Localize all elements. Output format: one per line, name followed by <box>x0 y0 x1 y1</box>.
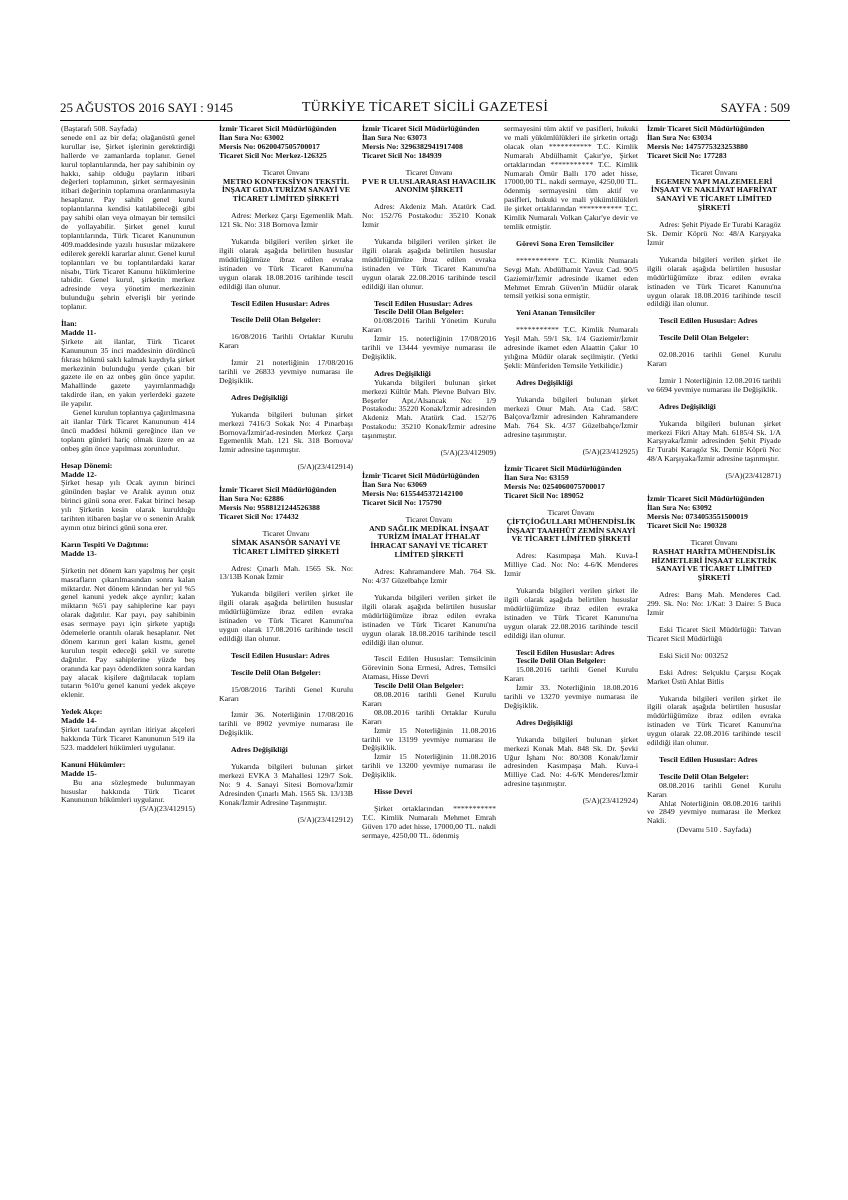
company-name: SİMAK ASANSÖR SANAYİ VE TİCARET LİMİTED ŞİRKETİ <box>231 537 341 556</box>
previous-registry-number: Eski Sicil No: 003252 <box>659 650 729 660</box>
article-heading: Madde 11- <box>61 327 97 337</box>
address-change: Yukarıda bilgileri bulunan şirket merkezi 7416/3 Sokak No: 4 Pınarbaşı Bornova/İzmir'ad-resinden Merkez Çarşı Egemenlik Mah. 121 Sk. 318 Bornova/İzmir adresine taşınmıştır. <box>219 409 353 455</box>
paragraph: Şirket hesap yılı Ocak ayının birinci gününden başlar ve Aralık ayının otuz birinci günü sona erer. Fakat birinci hesap yılı Şirketin kesin olarak kurulduğu tarihten itibaren başlar ve o senenin Aralık ayının otuz birinci günü sona erer. <box>61 478 195 532</box>
company-address: Adres: Şehit Piyade Er Turabi Karagöz Sk. Demir Köprü No: 48/A Karşıyaka İzmir <box>647 220 781 247</box>
evidence-heading: Tescile Delil Olan Belgeler: <box>231 667 322 677</box>
paragraph: Yukarıda bilgileri verilen şirket ile ilgili olarak aşağıda belirtilen hususlar müdürlüğümüze ibraz edilen evraka istinaden ve Türk Ticaret Kanunu'na uygun olarak 18.08.2016 tarihinde tescil edildiği ilan olunur. <box>647 254 781 309</box>
registry-office: İzmir Ticaret Sicil Müdürlüğünden <box>362 124 480 133</box>
reference-number: (5/A)(23/412909) <box>440 448 496 458</box>
company-name: EGEMEN YAPI MALZEMELERİ İNŞAAT VE NAKLİYAT HAFRİYAT SANAYİ VE TİCARET LİMİTED ŞİRKETİ <box>650 176 778 213</box>
registry-office: İzmir Ticaret Sicil Müdürlüğünden <box>504 464 622 474</box>
reference-number: (5/A)(23/412915) <box>139 804 195 814</box>
ended-representatives-heading: Görevi Sona Eren Temsilciler <box>516 238 614 248</box>
new-representatives: *********** T.C. Kimlik Numaralı Yeşil Mah. 59/1 Sk. 1/4 Gaziemir/İzmir adresinde ikamet eden Alaattin Çakır 10 yılığına Müdür olarak seçilmiştir. (Yetki Şekli: Münferiden Temsile Yetkilidir.) <box>504 325 638 370</box>
evidence-document: 15/08/2016 Tarihli Genel Kurulu Kararı <box>219 684 353 703</box>
trade-name-label: Ticaret Ünvanı <box>690 167 738 177</box>
company-address: Adres: Barış Mah. Menderes Cad. 299. Sk. No: No: 1/Kat: 3 Daire: 5 Buca İzmir <box>647 590 781 618</box>
notary-record: İzmir 15 Noterliğinin 11.08.2016 tarihli ve 13199 yevmiye numarası ile Değişiklik. <box>362 725 496 753</box>
ilan-number: İlan Sıra No: 63073 <box>362 132 427 142</box>
column-5 <box>647 125 781 835</box>
evidence-document: 02.08.2016 tarihli Genel Kurulu Kararı <box>647 350 781 369</box>
registry-number: Ticaret Sicil No: Merkez-126325 <box>219 150 327 160</box>
trade-name-label: Ticaret Ünvanı <box>547 507 595 517</box>
header-rule <box>60 120 790 121</box>
article-heading: Madde 13- <box>61 548 97 558</box>
address-change-heading: Adres Değişikliği <box>659 401 716 411</box>
paragraph: Genel kurulun toplantıya çağırılmasına ait ilanlar Türk Ticaret Kanununun 414 üncü maddesi hükmü gereğince ilan ve toplantı günleri hariç olmak üzere en az onbeş gün önce yapılması zorunludur. <box>61 408 195 453</box>
ilan-number: İlan Sıra No: 63034 <box>647 132 712 142</box>
paragraph: Yukarıda bilgileri verilen şirket ile ilgili olarak aşağıda belirtilen hususlar müdürlüğümüze ibraz edilen evraka istinaden ve Türk Ticaret Kanunu'na uygun olarak 17.08.2016 tarihinde tescil edildiği ilan olunur. <box>219 589 353 643</box>
notary-record: İzmir 15. noterliğinin 17/08/2016 tarihli ve 13444 yevmiye numarası ile Değişiklik. <box>362 334 496 361</box>
evidence-document: 01/08/2016 Tarihli Yönetim Kurulu Kararı <box>362 316 496 335</box>
mersis-number: Mersis No: 6155445372142100 <box>362 488 463 498</box>
evidence-document: 16/08/2016 Tarihli Ortaklar Kurulu Kararı <box>219 332 353 351</box>
address-change-heading: Adres Değişikliği <box>516 377 573 387</box>
address-change-heading: Adres Değişikliği <box>231 745 288 755</box>
company-address: Adres: Merkez Çarşı Egemenlik Mah. 121 Sk. No: 318 Bornova İzmir <box>219 211 353 230</box>
registry-number: Ticaret Sicil No: 190328 <box>647 520 727 530</box>
article-heading: Madde 12- <box>61 469 97 479</box>
paragraph: senede en1 az bir defa; olağanüstü genel kurullar ise, Şirket işlerinin gerektirdiği hallerde ve zamanlarda toplanır. Genel kurul toplantılarında, her pay sahibinin oy hakkı, sahip olduğu payların itibari değerleri toplamının, şirket sermayesinin itibari değerinin toplamına oranlanmasıyla hesaplanır. Pay sahibi genel kurul toplantılarına kendisi katılabileceği gibi pay sahibi olan veya olmayan bir temsilci de yollayabilir. Şirket genel kurul toplantılarında, Türk Ticaret Kanununun 409.maddesinde yazılı hususlar müzakere edilerek gerekli kararlar alınır. Genel kurul toplantıları ve bu toplantılardaki karar nisabı, Türk Ticaret Kanunu hükümlerine tabidir. Genel kurul, şirketin merkez adresinde veya yönetim merkezinin bulunduğu şehrin elverişli bir yerinde toplanır. <box>61 132 195 312</box>
article-heading: Madde 15- <box>61 768 97 778</box>
evidence-heading: Tescile Delil Olan Belgeler: <box>659 333 750 343</box>
ilan-number: İlan Sıra No: 63069 <box>362 479 427 489</box>
registered-matters: Tescil Edilen Hususlar: Adres <box>659 754 758 764</box>
share-transfer: Şirket ortaklarından *********** T.C. Kimlik Numaralı Mehmet Emrah Güven 170 adet hisse, 17000,00 TL. nakdi sermaye, 4250,00 TL. ödenmiş <box>362 804 496 840</box>
company-name: P VE R ULUSLARARASI HAVACILIK ANONİM ŞİRKETİ <box>362 176 496 195</box>
registered-matters: Tescil Edilen Hususlar: Adres <box>516 647 615 657</box>
paragraph: Şirketin net dönem karı yapılmış her çeşit masrafların çıkarılmasından sonra kalan miktardır. Net dönem kârından her yıl %5 genel kanuni yedek akçe ayrılır; kalan miktarın %5'i pay sahiplerine kar payı olarak dağıtılır. Kar payı, pay sahibinin esas sermaye payı için şirkete yaptığı ödemelerle orantılı olarak hesaplanır. Net dönem karının geri kalan kısmı, genel kurulun tespit edeceği şekil ve surette dağıtılır. Pay sahiplerine yüzde beş oranında kar payı ödendikten sonra kardan pay alacak kişilere dağıtılacak toplam tutarın %10'u genel kanuni yedek akçeye eklenir. <box>61 565 195 700</box>
section-heading: Kanuni Hükümler: <box>61 759 126 769</box>
registry-office: İzmir Ticaret Sicil Müdürlüğünden <box>362 471 480 480</box>
registry-number: Ticaret Sicil No: 177283 <box>647 150 727 160</box>
company-name: RASHAT HARİTA MÜHENDİSLİK HİZMETLERİ İNŞAAT ELEKTRİK SANAYİ VE TİCARET LİMİTED ŞİRKETİ <box>651 546 777 583</box>
ilan-number: İlan Sıra No: 63092 <box>647 503 712 512</box>
paragraph: Şirkete ait ilanlar, Türk Ticaret Kanununun 35 inci maddesinin dördüncü fıkrası hükmü saklı kalmak kaydıyla şirket merkezinin bulunduğu yerde çıkan bir gazete ile en az onbeş gün önce yapılır. Mahallinde gazete yayımlanmadığı takdirde ilan, en yakın yerlerdeki gazete ile yapılır. <box>61 336 195 409</box>
paragraph: Yukarıda bilgileri verilen şirket ile ilgili olarak aşağıda belirtilen hususlar müdürlüğümüze ibraz edilen evraka istinaden ve Türk Ticaret Kanunu'na uygun olarak 22.08.2016 tarihinde tescil edildiği ilan olunur. <box>504 586 638 640</box>
registered-matters: Tescil Edilen Hususlar: Adres <box>659 316 758 326</box>
address-change-heading: Adres Değişikliği <box>516 717 573 727</box>
registry-office: İzmir Ticaret Sicil Müdürlüğünden <box>219 124 337 133</box>
company-address: Adres: Çınarlı Mah. 1565 Sk. No: 13/13B Konak İzmir <box>219 563 353 582</box>
issue-date: 25 AĞUSTOS 2016 SAYI : 9145 <box>60 100 234 115</box>
notary-record: İzmir 21 noterliğinin 17/08/2016 tarihli ve 26833 yevmiye numarası ile Değişiklik. <box>219 358 353 385</box>
mersis-number: Mersis No: 1475775323253880 <box>647 141 748 151</box>
page-header <box>60 100 790 122</box>
section-heading: Hesap Dönemi: <box>61 460 113 470</box>
section-heading: Karın Tespiti Ve Dağıtımı: <box>61 539 149 549</box>
company-address: Adres: Kahramandere Mah. 764 Sk. No: 4/37 Güzelbahçe İzmir <box>362 567 496 586</box>
previous-address: Eski Adres: Selçuklu Çarşısı Koçak Market Üstü Ahlat Bitlis <box>647 667 781 686</box>
continued-note: (Baştarafı 508. Sayfada) <box>61 124 137 133</box>
notary-record: İzmir 36. Noterliğinin 17/08/2016 tarihli ve 8902 yevmiye numarası ile Değişiklik. <box>219 710 353 738</box>
paragraph: Şirket tarafından ayrılan itiriyat akçeleri hakkında Türk Ticaret Kanununun 519 ila 523. maddeleri hükümleri uygulanır. <box>61 725 195 752</box>
registry-number: Ticaret Sicil No: 184939 <box>362 150 442 160</box>
evidence-heading: Tescile Delil Olan Belgeler: <box>231 315 322 325</box>
reference-number: (5/A)(23/412871) <box>725 471 781 481</box>
trade-name-label: Ticaret Ünvanı <box>262 167 310 177</box>
registered-matters: Tescil Edilen Hususlar: Temsilcinin Görevinin Sona Ermesi, Adres, Temsilci Ataması, Hisse Devri <box>362 654 496 682</box>
mersis-number: Mersis No: 0734053551500019 <box>647 511 748 521</box>
registered-matters: Tescil Edilen Hususlar: Adres <box>231 298 330 308</box>
registered-matters: Tescil Edilen Hususlar: Adres <box>231 650 330 660</box>
address-change: Yukarıda bilgileri bulunan şirket merkezi Kültür Mah. Plevne Bulvarı Blv. Beşerler Apt./Alsancak No: 1/9 Postakodu: 35220 Konak/İzmir adresinden Akdeniz Mah. Atatürk Cad. 152/76 Postakodu: 35210 Konak/İzmir adresine taşınmıştır. <box>362 377 496 441</box>
mersis-number: Mersis No: 0254060075700017 <box>504 481 605 491</box>
company-name: ÇİFTÇİOĞULLARI MÜHENDİSLİK İNŞAAT TAAHHÜT ZEMİN SANAYİ VE TİCARET LİMİTED ŞİRKETİ <box>506 516 636 544</box>
mersis-number: Mersis No: 3296382941917408 <box>362 141 463 151</box>
address-change-heading: Adres Değişikliği <box>231 392 288 402</box>
address-change-heading: Adres Değişikliği <box>374 368 431 378</box>
address-change: Yukarıda bilgileri bulunan şirket merkezi Konak Mah. 848 Sk. Dr. Şevki Uğur İşhanı No: 80/308 Konak/İzmir adresinden Kasımpaşa Mah. Kuva-i Milliye Cad. No: 4-6/K Menderes/İzmir adresine taşınmıştır. <box>504 734 638 789</box>
share-transfer-continued: sermayesini tüm aktif ve pasifleri, hukuki ve mali yükümlülükleri ile şirketin ortağı olacak olan *********** T.C. Kimlik Numaralı Abdülhamit Çakır'ye, Şirket ortaklarından *********** T.C. Kimlik Numaralı Ömür Ballı 170 adet hisse, 17000,00 TL. nakdi sermaye, 4250,00 TL. ödenmiş sermayesini tüm aktif ve pasifleri, hukuki ve mali yükümlülükleri ile şirket ortaklarından *********** T.C. Kimlik Numaralı Volkan Çakır'ye devir ve temlik etmiştir. <box>504 124 638 231</box>
evidence-document: 08.08.2016 tarihli Ortaklar Kurulu Kararı <box>362 707 496 726</box>
ended-representatives: *********** T.C. Kimlik Numaralı Sevgi Mah. Abdülhamit Yavuz Cad. 90/5 Gaziemir/İzmir adresinde ikamet eden Mehmet Emrah Güven'in Müdür olarak temsil yetkisi sona ermiştir. <box>504 255 638 301</box>
address-change: Yukarıda bilgileri bulunan şirket merkezi Fikri Altay Mah. 6185/4 Sk. 1/A Karşıyaka/İzmir adresinden Şehit Piyade Er Turabi Karagöz Sk. Demir Köprü No: 48/A Karşıyaka/İzmir adresine taşınmıştır. <box>647 418 781 464</box>
column-1 <box>61 125 195 814</box>
notary-record: İzmir 33. Noterliğinin 18.08.2016 tarihli ve 13270 yevmiye numarası ile Değişiklik. <box>504 683 638 710</box>
company-address: Adres: Kasımpaşa Mah. Kuva-İ Milliye Cad. No: No: 4-6/K Menderes İzmir <box>504 551 638 579</box>
paragraph: Yukarıda bilgileri verilen şirket ile ilgili olarak aşağıda belirtilen hususlar müdürlüğümüze ibraz edilen evraka istinaden ve Türk Ticaret Kanunu'na uygun olarak 22.08.2016 tarihinde tescil edildiği ilan olunur. <box>362 237 496 291</box>
notary-record: Ahlat Noterliğinin 08.08.2016 tarihli ve 2849 yevmiye numarası ile Merkez Nakli. <box>647 798 781 826</box>
evidence-heading: Tescile Delil Olan Belgeler: <box>659 771 750 781</box>
column-2 <box>219 125 353 824</box>
registry-number: Ticaret Sicil No: 175790 <box>362 497 442 507</box>
page-number: SAYFA : 509 <box>720 100 790 115</box>
share-transfer-heading: Hisse Devri <box>374 787 413 797</box>
continued-note: (Devamı 510 . Sayfada) <box>676 825 752 835</box>
evidence-document: 15.08.2016 tarihli Genel Kurulu Kararı <box>504 665 638 684</box>
evidence-document: 08.08.2016 tarihli Genel Kurulu Kararı <box>362 690 496 708</box>
reference-number: (5/A)(23/412924) <box>582 796 638 806</box>
gazette-title: TÜRKİYE TİCARET SİCİLİ GAZETESİ <box>301 100 549 115</box>
column-3 <box>362 125 496 841</box>
new-representatives-heading: Yeni Atanan Temsilciler <box>516 308 596 318</box>
registry-office: İzmir Ticaret Sicil Müdürlüğünden <box>647 124 765 133</box>
address-change: Yukarıda bilgileri bulunan şirket merkezi Onur Mah. Ata Cad. 58/C Balçova/İzmir adresinden Kahramandere Mah. 764 Sk. 4/37 Güzelbahçe/İzmir adresine taşınmıştır. <box>504 394 638 440</box>
address-change: Yukarıda bilgileri bulunan şirket merkezi EVKA 3 Mahallesi 129/7 Sok. No: 9 4. Sanayi Sitesi Bornova/İzmir Adresinden Çınarlı Mah. 1565 Sk. 13/13B Konak/İzmir Adresine Taşınmıştır. <box>219 762 353 807</box>
trade-name-label: Ticaret Ünvanı <box>405 167 453 177</box>
notary-record: İzmir 15 Noterliğinin 11.08.2016 tarihli ve 13200 yevmiye numarası ile Değişiklik. <box>362 752 496 780</box>
notary-record: İzmir 1 Noterliğinin 12.08.2016 tarihli ve 6694 yevmiye numarası ile Değişiklik. <box>647 375 781 394</box>
evidence-heading: Tescile Delil Olan Belgeler: <box>516 656 607 666</box>
evidence-heading: Tescile Delil Olan Belgeler: <box>374 307 465 317</box>
registry-office: İzmir Ticaret Sicil Müdürlüğünden <box>647 494 765 504</box>
paragraph: Yukarıda bilgileri verilen şirket ile ilgili olarak aşağıda belirtilen hususlar müdürlüğümüze ibraz edilen evraka istinaden ve Türk Ticaret Kanunu'na uygun olarak 22.08.2016 tarihinde tescil edildiği ilan olunur. <box>647 693 781 748</box>
ilan-number: İlan Sıra No: 63159 <box>504 473 569 482</box>
company-address: Adres: Akdeniz Mah. Atatürk Cad. No: 152/76 Postakodu: 35210 Konak İzmir <box>362 202 496 230</box>
company-name: METRO KONFEKSİYON TEKSTİL İNŞAAT GIDA TURİZM SANAYİ VE TİCARET LİMİTED ŞİRKETİ <box>221 176 351 204</box>
registry-number: Ticaret Sicil No: 174432 <box>219 511 299 521</box>
paragraph: Yukarıda bilgileri verilen şirket ile ilgili olarak aşağıda belirtilen hususlar müdürlüğümüze ibraz edilen evraka istinaden ve Türk Ticaret Kanunu'na uygun olarak 18.08.2016 tarihinde tescil edildiği ilan olunur. <box>362 592 496 647</box>
previous-registry-office: Eski Ticaret Sicil Müdürlüğü: Tatvan Ticaret Sicil Müdürlüğü <box>647 624 781 643</box>
ilan-number: İlan Sıra No: 62886 <box>219 494 284 504</box>
reference-number: (5/A)(23/412912) <box>297 814 353 824</box>
article-heading: Madde 14- <box>61 716 97 726</box>
trade-name-label: Ticaret Ünvanı <box>262 528 310 538</box>
column-4 <box>504 125 638 806</box>
evidence-heading: Tescile Delil Olan Belgeler: <box>374 681 465 691</box>
trade-name-label: Ticaret Ünvanı <box>405 514 453 524</box>
registry-number: Ticaret Sicil No: 189052 <box>504 490 584 500</box>
mersis-number: Mersis No: 9588121244526388 <box>219 503 320 512</box>
section-heading: Yedek Akçe: <box>61 707 103 717</box>
paragraph: Bu ana sözleşmede bulunmayan hususlar hakkında Türk Ticaret Kanununun hükümleri uygulanır. <box>61 777 195 805</box>
company-name: AND SAĞLIK MEDİKAL İNŞAAT TURİZM İMALAT İTHALAT İHRACAT SANAYİ VE TİCARET LİMİTED ŞİRKETİ <box>369 523 489 560</box>
registered-matters: Tescil Edilen Hususlar: Adres <box>374 298 473 308</box>
evidence-document: 08.08.2016 tarihli Genel Kurulu Kararı <box>647 780 781 799</box>
reference-number: (5/A)(23/412914) <box>297 462 353 472</box>
paragraph: Yukarıda bilgileri verilen şirket ile ilgili olarak aşağıda belirtilen hususlar müdürlüğümüze ibraz edilen evraka istinaden ve Türk Ticaret Kanunu'na uygun olarak 18.08.2016 tarihinde tescil edildiği ilan olunur. <box>219 237 353 291</box>
mersis-number: Mersis No: 0620047505700017 <box>219 141 320 151</box>
ilan-number: İlan Sıra No: 63002 <box>219 132 284 142</box>
trade-name-label: Ticaret Ünvanı <box>690 537 738 547</box>
section-heading: İlan: <box>61 319 78 329</box>
reference-number: (5/A)(23/412925) <box>582 447 638 457</box>
registry-office: İzmir Ticaret Sicil Müdürlüğünden <box>219 485 337 495</box>
